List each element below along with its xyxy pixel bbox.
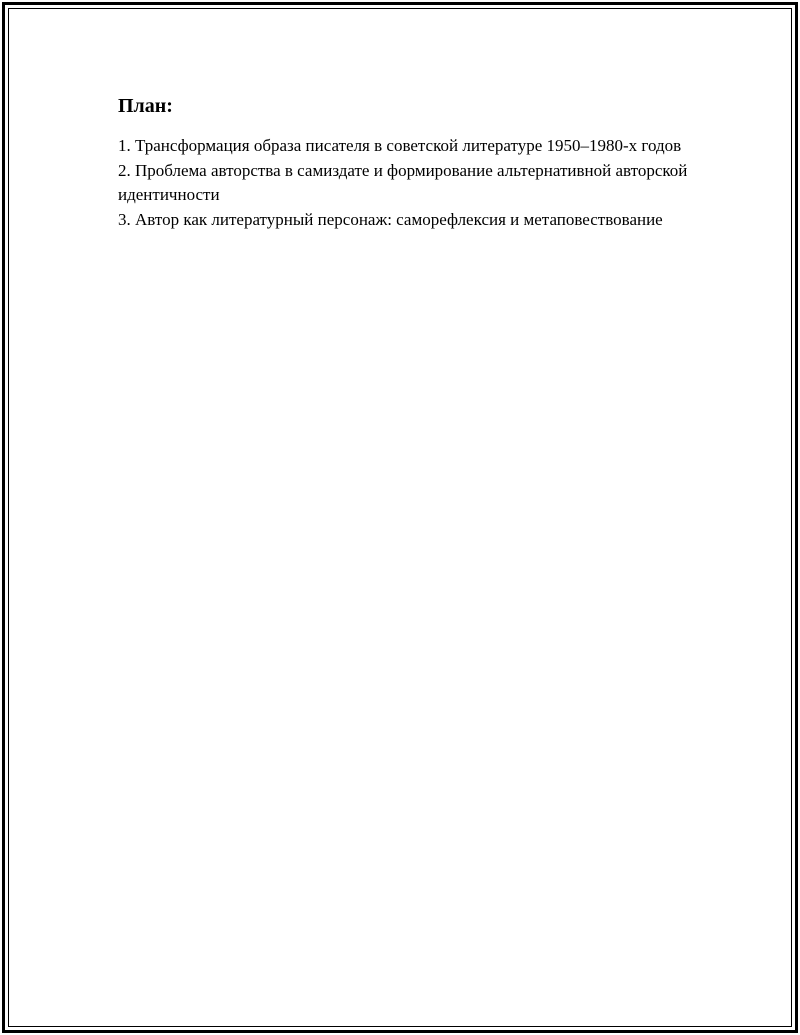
plan-item-2: 2. Проблема авторства в самиздате и формирование альтернативной авторской идентичности bbox=[118, 160, 688, 204]
plan-item-1: 1. Трансформация образа писателя в советской литературе 1950–1980-х годов bbox=[118, 136, 682, 155]
plan-item-3: 3. Автор как литературный персонаж: саморефлексия и метаповествование bbox=[118, 209, 663, 229]
page-content bbox=[118, 92, 698, 232]
plan-heading: План: bbox=[118, 95, 173, 117]
plan-list bbox=[118, 134, 698, 232]
